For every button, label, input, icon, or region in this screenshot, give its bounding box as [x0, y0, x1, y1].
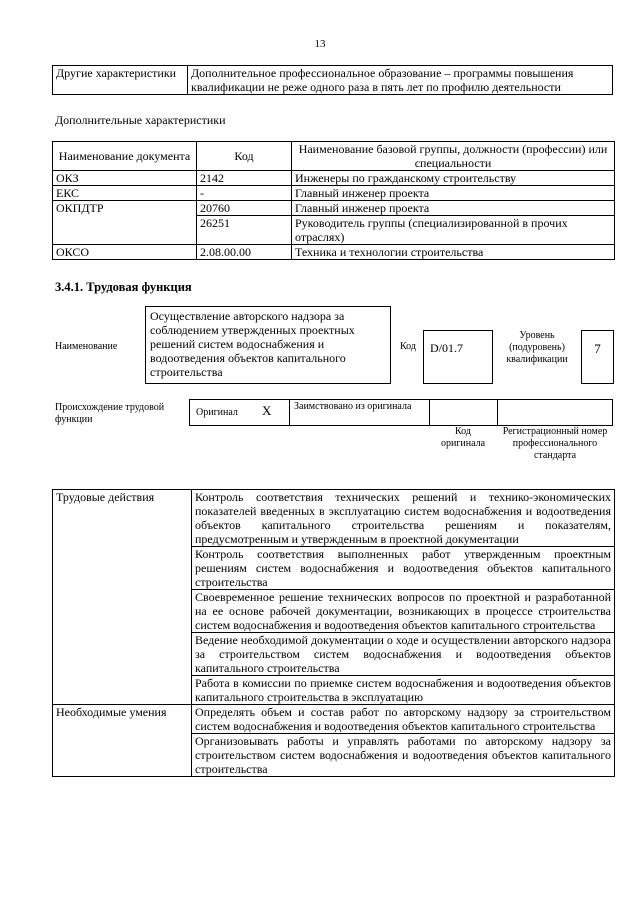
- other-characteristics-table: [52, 65, 613, 95]
- table-header-row: [53, 142, 615, 171]
- labor-action-item: Ведение необходимой документации о ходе и осуществлении авторского надзора за строительством систем водоснабжения и водоотведения объектов капитального строительства: [192, 633, 615, 676]
- header-document: Наименование документа: [53, 142, 197, 171]
- row-name: Инженеры по гражданскому строительству: [292, 171, 615, 186]
- row-code: 2142: [197, 171, 292, 186]
- labor-function-table: [52, 489, 615, 777]
- qualification-level-label: Уровень (подуровень) квалификации: [506, 330, 568, 365]
- labor-action-item: Контроль соответствия выполненных работ утвержденным проектным решениям систем водоснабжения и водоотведения объектов капитального строительства: [192, 547, 615, 590]
- required-skill-item: Определять объем и состав работ по авторскому надзору за строительством систем водоснабжения и водоотведения объектов капитального строительства: [192, 705, 615, 734]
- registration-number-caption: Регистрационный номер профессионального стандарта: [502, 426, 608, 461]
- function-name-label: Наименование: [55, 341, 118, 352]
- origin-divider: [289, 399, 290, 426]
- origin-label: Происхождение трудовой функции: [55, 402, 165, 425]
- origin-divider: [429, 399, 430, 426]
- table-row: [53, 171, 615, 186]
- other-characteristics-label: Другие характеристики: [53, 66, 188, 95]
- function-code-value: D/01.7: [423, 330, 493, 384]
- qualification-level-value: 7: [581, 330, 614, 384]
- row-name: Руководитель группы (специализированной в прочих отраслях): [292, 216, 615, 245]
- header-group-name: Наименование базовой группы, должности (профессии) или специальности: [292, 142, 615, 171]
- row-doc: ЕКС: [53, 186, 197, 201]
- row-code: 26251: [197, 216, 292, 245]
- other-characteristics-value: Дополнительное профессиональное образование – программы повышения квалификации не реже одного раза в пять лет по профилю деятельности: [188, 66, 613, 95]
- labor-action-item: Своевременное решение технических вопросов по проектной и разработанной на ее основе рабочей документации, возникающих в процессе строительства систем водоснабжения и водоотведения объектов капитального строительства: [192, 590, 615, 633]
- labor-action-item: Контроль соответствия технических решений и технико-экономических показателей введенных в эксплуатацию систем водоснабжения и водоотведения объектов капитального строительства решениям и показателям, предусмотренным и утвержденным в проектной документации: [192, 490, 615, 547]
- additional-characteristics-title: Дополнительные характеристики: [55, 113, 226, 127]
- table-row: [53, 705, 615, 734]
- table-row: [53, 201, 615, 216]
- required-skill-item: Организовывать работы и управлять работами по авторскому надзору за строительством систем водоснабжения и водоотведения объектов капитального строительства: [192, 734, 615, 777]
- original-label: Оригинал: [196, 407, 238, 418]
- row-code: -: [197, 186, 292, 201]
- required-skills-label: Необходимые умения: [53, 705, 192, 777]
- section-title: 3.4.1. Трудовая функция: [55, 280, 192, 294]
- row-doc: ОКСО: [53, 245, 197, 260]
- original-code-caption: Код оригинала: [440, 426, 486, 449]
- page-number: 13: [314, 38, 326, 50]
- header-code: Код: [197, 142, 292, 171]
- original-mark: X: [262, 403, 272, 418]
- labor-actions-label: Трудовые действия: [53, 490, 192, 705]
- table-row: [53, 66, 613, 95]
- function-name-value: Осуществление авторского надзора за соблюдением утвержденных проектных решений систем водоснабжения и водоотведения объектов капитального строительства: [145, 306, 391, 384]
- row-name: Главный инженер проекта: [292, 186, 615, 201]
- table-row: [53, 186, 615, 201]
- row-doc: ОКПДТР: [53, 201, 197, 245]
- row-code: 2.08.00.00: [197, 245, 292, 260]
- row-name: Техника и технологии строительства: [292, 245, 615, 260]
- origin-divider: [497, 399, 498, 426]
- borrowed-label: Заимствовано из оригинала: [294, 401, 412, 412]
- labor-action-item: Работа в комиссии по приемке систем водоснабжения и водоотведения объектов капитального строительства в эксплуатацию: [192, 676, 615, 705]
- function-code-label: Код: [400, 341, 416, 352]
- table-row: [53, 245, 615, 260]
- additional-characteristics-table: [52, 141, 615, 260]
- row-doc: ОКЗ: [53, 171, 197, 186]
- table-row: [53, 490, 615, 547]
- row-name: Главный инженер проекта: [292, 201, 615, 216]
- row-code: 20760: [197, 201, 292, 216]
